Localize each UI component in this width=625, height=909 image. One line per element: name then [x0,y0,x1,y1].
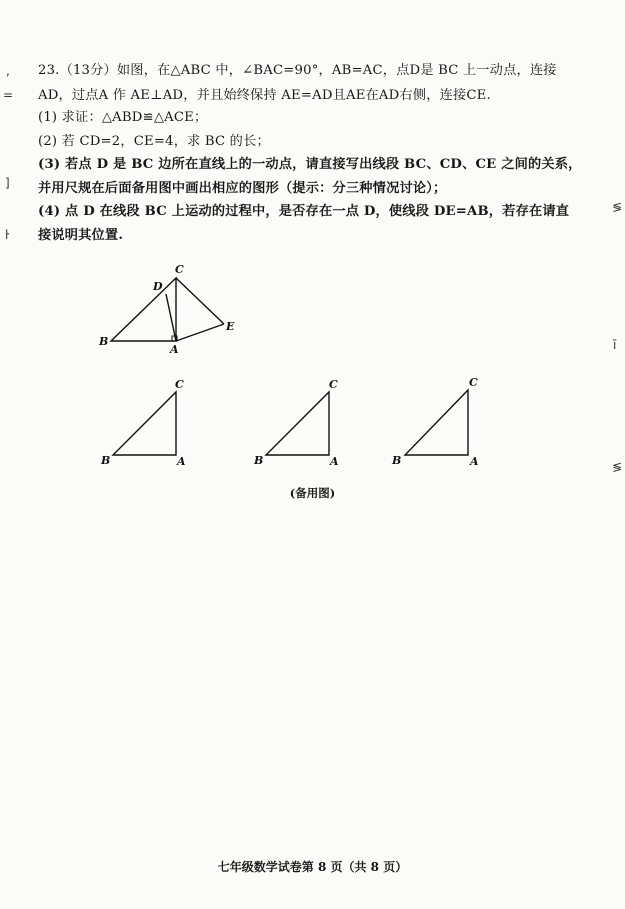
backup-1-label-a: A [177,455,186,468]
question-2: (2) 若 CD=2，CE=4，求 BC 的长； [38,134,270,149]
backup-figure-2 [266,392,329,455]
margin-mark: , [6,64,10,78]
backup-figure-1 [113,392,176,455]
margin-mark: ī [613,338,617,352]
question-1: (1) 求证：△ABD≌△ACE； [38,110,208,125]
label-a: A [170,343,179,356]
margin-mark: ≶ [612,460,623,474]
backup-3-label-c: C [469,376,478,389]
backup-2-label-c: C [329,378,338,391]
backup-1-label-c: C [175,378,184,391]
problem-statement-line-1: 23.（13分）如图，在△ABC 中，∠BAC=90°，AB=AC，点D是 BC 上一动点，连接 [38,63,557,78]
question-4-line-1: (4) 点 D 在线段 BC 上运动的过程中，是否存在一点 D，使线段 DE=AB，若存在请直 [38,204,570,219]
backup-1-label-b: B [101,454,111,467]
segment-ad [166,294,176,341]
backup-figures-caption: (备用图) [289,486,336,500]
segment-ae [176,324,224,341]
segment-ce [176,278,224,324]
label-b: B [99,335,109,348]
label-e: E [226,320,235,333]
margin-mark: ŀ [5,228,10,242]
backup-3-label-b: B [392,454,402,467]
backup-2-label-b: B [254,454,264,467]
problem-statement-line-2: AD，过点A 作 AE⊥AD，并且始终保持 AE=AD且AE在AD右侧，连接CE. [38,88,491,103]
margin-mark: = [3,88,14,102]
label-d: D [153,280,163,293]
backup-figure-3 [405,390,468,455]
margin-mark: ] [5,176,10,190]
page-footer: 七年级数学试卷第 8 页（共 8 页） [217,860,408,874]
question-3-line-2: 并用尺规在后面备用图中画出相应的图形（提示：分三种情况讨论）； [38,181,447,196]
margin-mark: ≶ [612,200,623,214]
main-figure [111,278,224,341]
backup-2-label-a: A [330,455,339,468]
backup-3-label-a: A [470,455,479,468]
question-3-line-1: (3) 若点 D 是 BC 边所在直线上的一动点，请直接写出线段 BC、CD、CE 之间的关系， [38,157,582,172]
label-c: C [175,263,184,276]
question-4-line-2: 接说明其位置. [38,228,124,243]
triangle-abc [111,278,176,341]
